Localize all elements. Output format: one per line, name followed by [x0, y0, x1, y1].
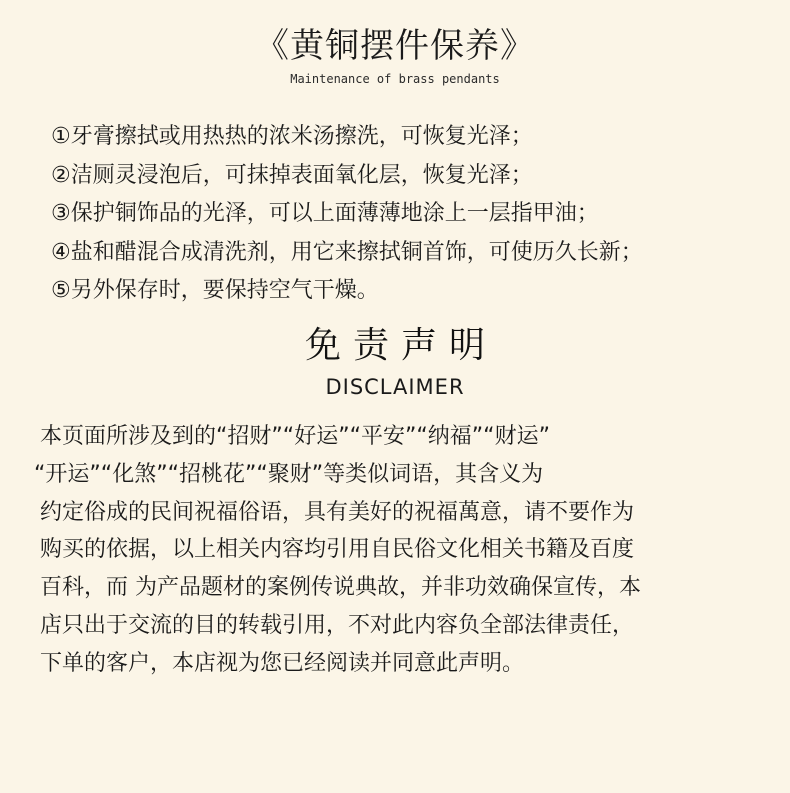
disclaimer-line: 购买的依据，以上相关内容均引用自民俗文化相关书籍及百度 [40, 537, 635, 563]
care-tip-3: ③保护铜饰品的光泽，可以上面薄薄地涂上一层指甲油； [51, 201, 599, 226]
disclaimer-line: 约定俗成的民间祝福俗语，具有美好的祝福萬意，请不要作为 [40, 499, 635, 525]
disclaimer-line: 店只出于交流的目的转载引用，不对此内容负全部法律责任， [40, 612, 635, 638]
disclaimer-body [34, 418, 641, 683]
disclaimer-title: 免责声明 [304, 325, 497, 366]
disclaimer-line: 本页面所涉及到的“招财”“好运”“平安”“纳福”“财运” [40, 424, 550, 449]
disclaimer-subtitle: DISCLAIMER [325, 375, 465, 399]
care-tip-4: ④盐和醋混合成清洗剂，用它来擦拭铜首饰，可使历久长新； [51, 239, 643, 265]
disclaimer-line: 下单的客户，本店视为您已经阅读并同意此声明。 [40, 650, 525, 676]
care-tip-1: ①牙膏擦拭或用热热的浓米汤擦洗，可恢复光泽； [51, 124, 533, 149]
page-title: 《黄铜摆件保养》 [255, 26, 535, 66]
care-tip-2: ②洁厕灵浸泡后，可抹掉表面氧化层，恢复光泽； [51, 162, 533, 188]
page-subtitle: Maintenance of brass pendants [290, 72, 500, 86]
disclaimer-line: 百科，而 为产品题材的案例传说典故，并非功效确保宣传，本 [40, 575, 641, 601]
care-tips-list [51, 118, 643, 311]
disclaimer-line: “开运”“化煞”“招桃花”“聚财”等类似词语，其含义为 [34, 461, 544, 487]
care-tip-5: ⑤另外保存时，要保持空气干燥。 [51, 278, 379, 303]
